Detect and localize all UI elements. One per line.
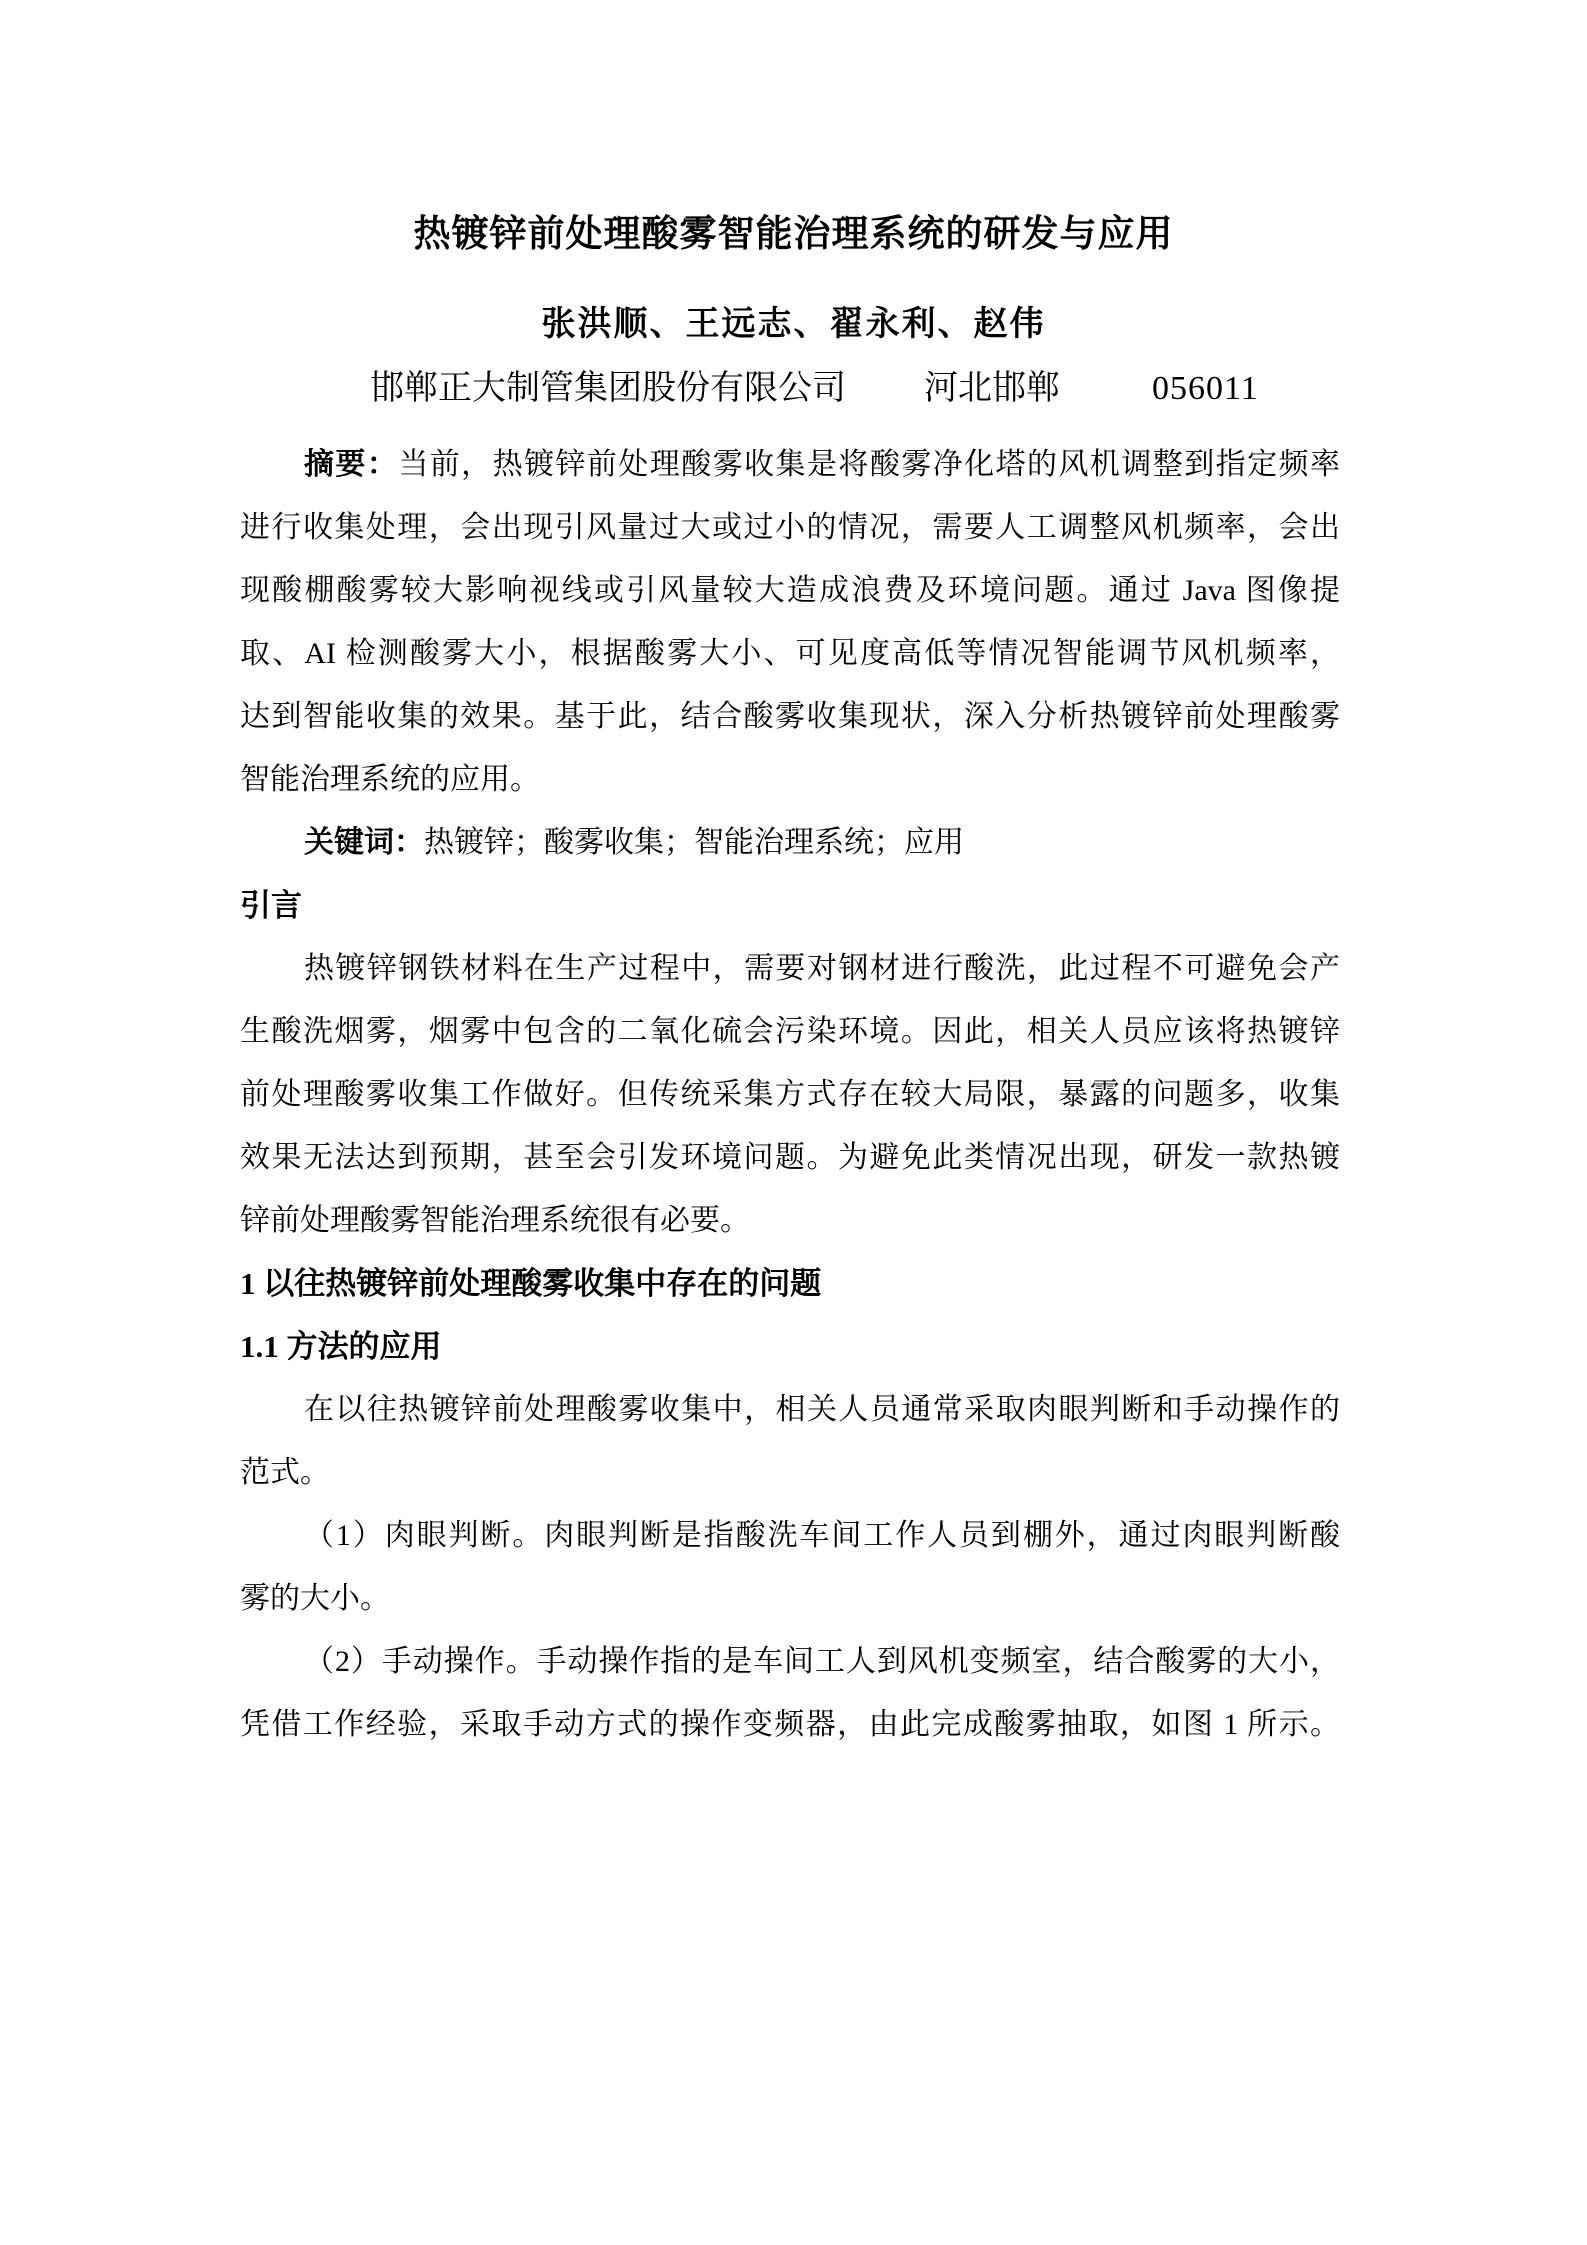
abstract-line: 达到智能收集的效果。基于此，结合酸雾收集现状，深入分析热镀锌前处理酸雾 [240,700,1340,733]
affiliation-line [370,360,1259,409]
section-1-1-heading: 1.1 方法的应用 [240,1329,442,1364]
abstract-label: 摘要： [304,448,399,481]
abstract-line: 取、AI 检测酸雾大小，根据酸雾大小、可见度高低等情况智能调节风机频率， [240,637,1340,670]
intro-heading: 引言 [240,888,302,923]
affiliation-postcode: 056011 [1152,370,1259,407]
keywords-label: 关键词： [304,826,424,859]
abstract-line [240,433,1340,496]
paper-title: 热镀锌前处理酸雾智能治理系统的研发与应用 [413,214,1174,255]
abstract-line: 现酸棚酸雾较大影响视线或引风量较大造成浪费及环境问题。通过 Java 图像提 [240,574,1340,607]
document-body [240,433,1340,1756]
abstract-line: 智能治理系统的应用。 [240,763,540,796]
body-line: 雾的大小。 [240,1582,390,1615]
intro-line: 前处理酸雾收集工作做好。但传统采集方式存在较大局限，暴露的问题多，收集 [240,1078,1340,1111]
keywords-line [240,811,1340,874]
intro-line: 热镀锌钢铁材料在生产过程中，需要对钢材进行酸洗，此过程不可避免会产 [304,952,1340,985]
affiliation-city: 河北邯郸 [924,370,1060,407]
intro-line: 效果无法达到预期，甚至会引发环境问题。为避免此类情况出现，研发一款热镀 [240,1141,1340,1174]
body-line: 凭借工作经验，采取手动方式的操作变频器，由此完成酸雾抽取，如图 1 所示。 [240,1708,1340,1741]
body-line: （2）手动操作。手动操作指的是车间工人到风机变频室，结合酸雾的大小， [304,1645,1340,1678]
keywords-text: 热镀锌；酸雾收集；智能治理系统；应用 [424,826,964,859]
abstract-text: 当前，热镀锌前处理酸雾收集是将酸雾净化塔的风机调整到指定频率 [398,448,1340,481]
section-1-heading: 1 以往热镀锌前处理酸雾收集中存在的问题 [240,1266,822,1301]
body-line: （1）肉眼判断。肉眼判断是指酸洗车间工作人员到棚外，通过肉眼判断酸 [304,1519,1340,1552]
intro-line: 锌前处理酸雾智能治理系统很有必要。 [240,1204,750,1237]
affiliation-company: 邯郸正大制管集团股份有限公司 [370,370,846,407]
body-line: 在以往热镀锌前处理酸雾收集中，相关人员通常采取肉眼判断和手动操作的 [304,1393,1340,1426]
abstract-line: 进行收集处理，会出现引风量过大或过小的情况，需要人工调整风机频率，会出 [240,511,1340,544]
body-line: 范式。 [240,1456,330,1489]
paper-authors: 张洪顺、王远志、翟永利、赵伟 [541,306,1046,343]
intro-line: 生酸洗烟雾，烟雾中包含的二氧化硫会污染环境。因此，相关人员应该将热镀锌 [240,1015,1340,1048]
